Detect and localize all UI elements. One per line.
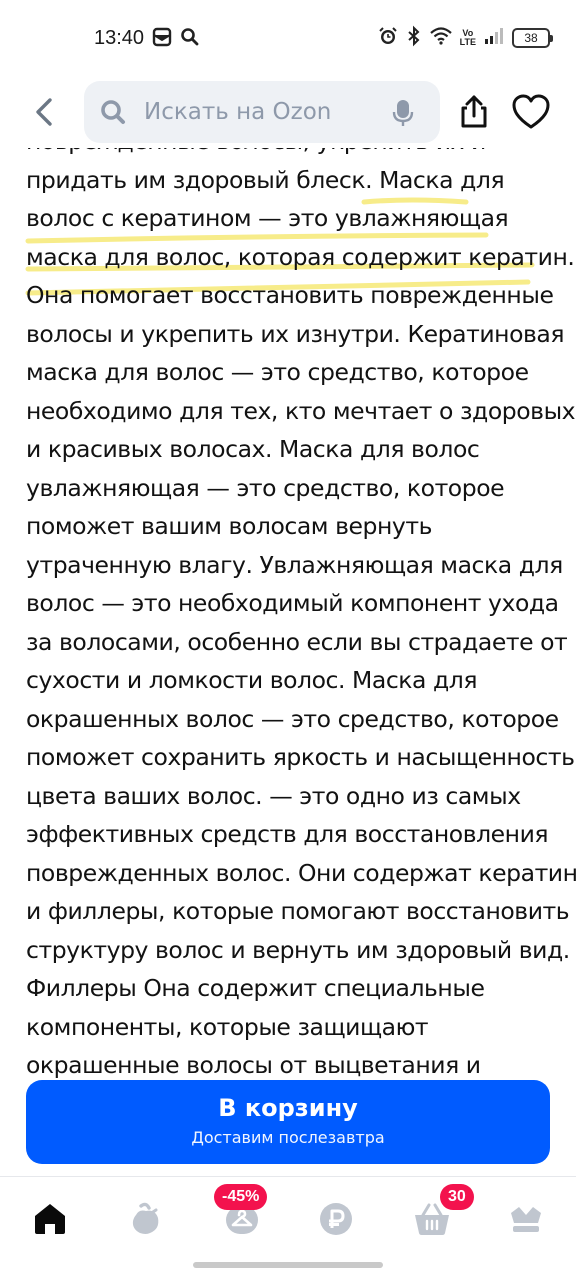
description-line: поможет сохранить яркость и насыщенность xyxy=(26,743,575,771)
description-line: Филлеры Она содержит специальные xyxy=(26,974,485,1002)
nav-home[interactable] xyxy=(26,1195,74,1243)
nav-cart[interactable] xyxy=(408,1188,466,1243)
description-line: волос — это необходимый компонент ухода xyxy=(26,589,559,617)
search-icon xyxy=(98,97,128,127)
sale-badge: -45% xyxy=(214,1184,267,1210)
bluetooth-icon xyxy=(406,26,422,50)
volte-icon: Vo LTE xyxy=(459,28,476,47)
wifi-icon xyxy=(430,27,452,49)
nav-fresh[interactable] xyxy=(122,1195,170,1243)
description-line: волосы и укрепить их изнутри. Кератиновая xyxy=(26,319,565,348)
heart-icon xyxy=(512,94,550,130)
alarm-icon xyxy=(378,26,398,50)
share-button[interactable] xyxy=(456,94,492,130)
description-line: поможет вашим волосам вернуть xyxy=(26,512,432,540)
description-line: маска для волос, которая содержит кератин. xyxy=(26,242,575,271)
description-line: и филлеры, которые помогают восстановить xyxy=(26,897,570,925)
nav-finance[interactable] xyxy=(312,1195,360,1243)
cart-count-badge: 30 xyxy=(440,1184,474,1210)
ruble-icon xyxy=(319,1202,353,1236)
description-line: Она помогает восстановить поврежденные xyxy=(26,281,554,309)
nav-premium[interactable] xyxy=(502,1195,550,1243)
favorite-button[interactable] xyxy=(512,94,550,130)
home-indicator[interactable] xyxy=(193,1262,383,1268)
back-button[interactable] xyxy=(26,94,62,130)
description-line: увлажняющая — это средство, которое xyxy=(26,473,505,502)
description-line: структуру волос и вернуть им здоровый вид. xyxy=(26,935,570,964)
description-text xyxy=(26,122,578,1085)
description-line: цвета ваших волос. — это одно из самых xyxy=(26,781,521,810)
back-icon xyxy=(33,97,55,127)
add-to-cart-button[interactable] xyxy=(26,1080,550,1164)
description-line: компоненты, которые защищают xyxy=(26,1012,429,1041)
description-line: за волосами, особенно если вы страдаете от xyxy=(26,627,568,656)
status-time: 13:40 xyxy=(94,27,145,49)
description-line: волос с кератином — это увлажняющая xyxy=(26,204,509,232)
description-line: маска для волос — это средство, которое xyxy=(26,358,529,386)
description-line: придать им здоровый блеск. Маска для xyxy=(26,165,505,194)
search-placeholder: Искать на Ozon xyxy=(144,99,332,125)
mail-icon xyxy=(152,27,172,51)
description-line: окрашенные волосы от выцветания и xyxy=(26,1051,481,1079)
search-icon xyxy=(180,27,200,51)
share-icon xyxy=(456,94,492,130)
search-input[interactable] xyxy=(84,81,440,143)
fresh-icon xyxy=(129,1202,163,1236)
mic-icon[interactable] xyxy=(392,99,414,127)
description-line: окрашенных волос — это средство, которое xyxy=(26,704,559,733)
battery-icon: 38 xyxy=(512,28,550,48)
nav-clothing[interactable] xyxy=(218,1188,266,1243)
crown-icon xyxy=(508,1203,544,1235)
description-line: утраченную влагу. Увлажняющая маска для xyxy=(26,550,563,579)
description-line: эффективных средств для восстановления xyxy=(26,820,549,848)
header xyxy=(0,78,576,148)
description-line: поврежденных волос. Они содержат кератин xyxy=(26,858,578,887)
add-to-cart-label: В корзину xyxy=(218,1094,358,1122)
status-bar xyxy=(0,0,576,78)
description-line: сухости и ломкости волос. Маска для xyxy=(26,666,478,694)
description-line: необходимо для тех, кто мечтает о здоровых xyxy=(26,396,576,425)
home-icon xyxy=(32,1202,68,1236)
signal-icon xyxy=(484,27,504,49)
delivery-info: Доставим послезавтра xyxy=(191,1128,385,1147)
description-line: и красивых волосах. Маска для волос xyxy=(26,435,480,463)
product-description[interactable] xyxy=(0,148,578,1079)
